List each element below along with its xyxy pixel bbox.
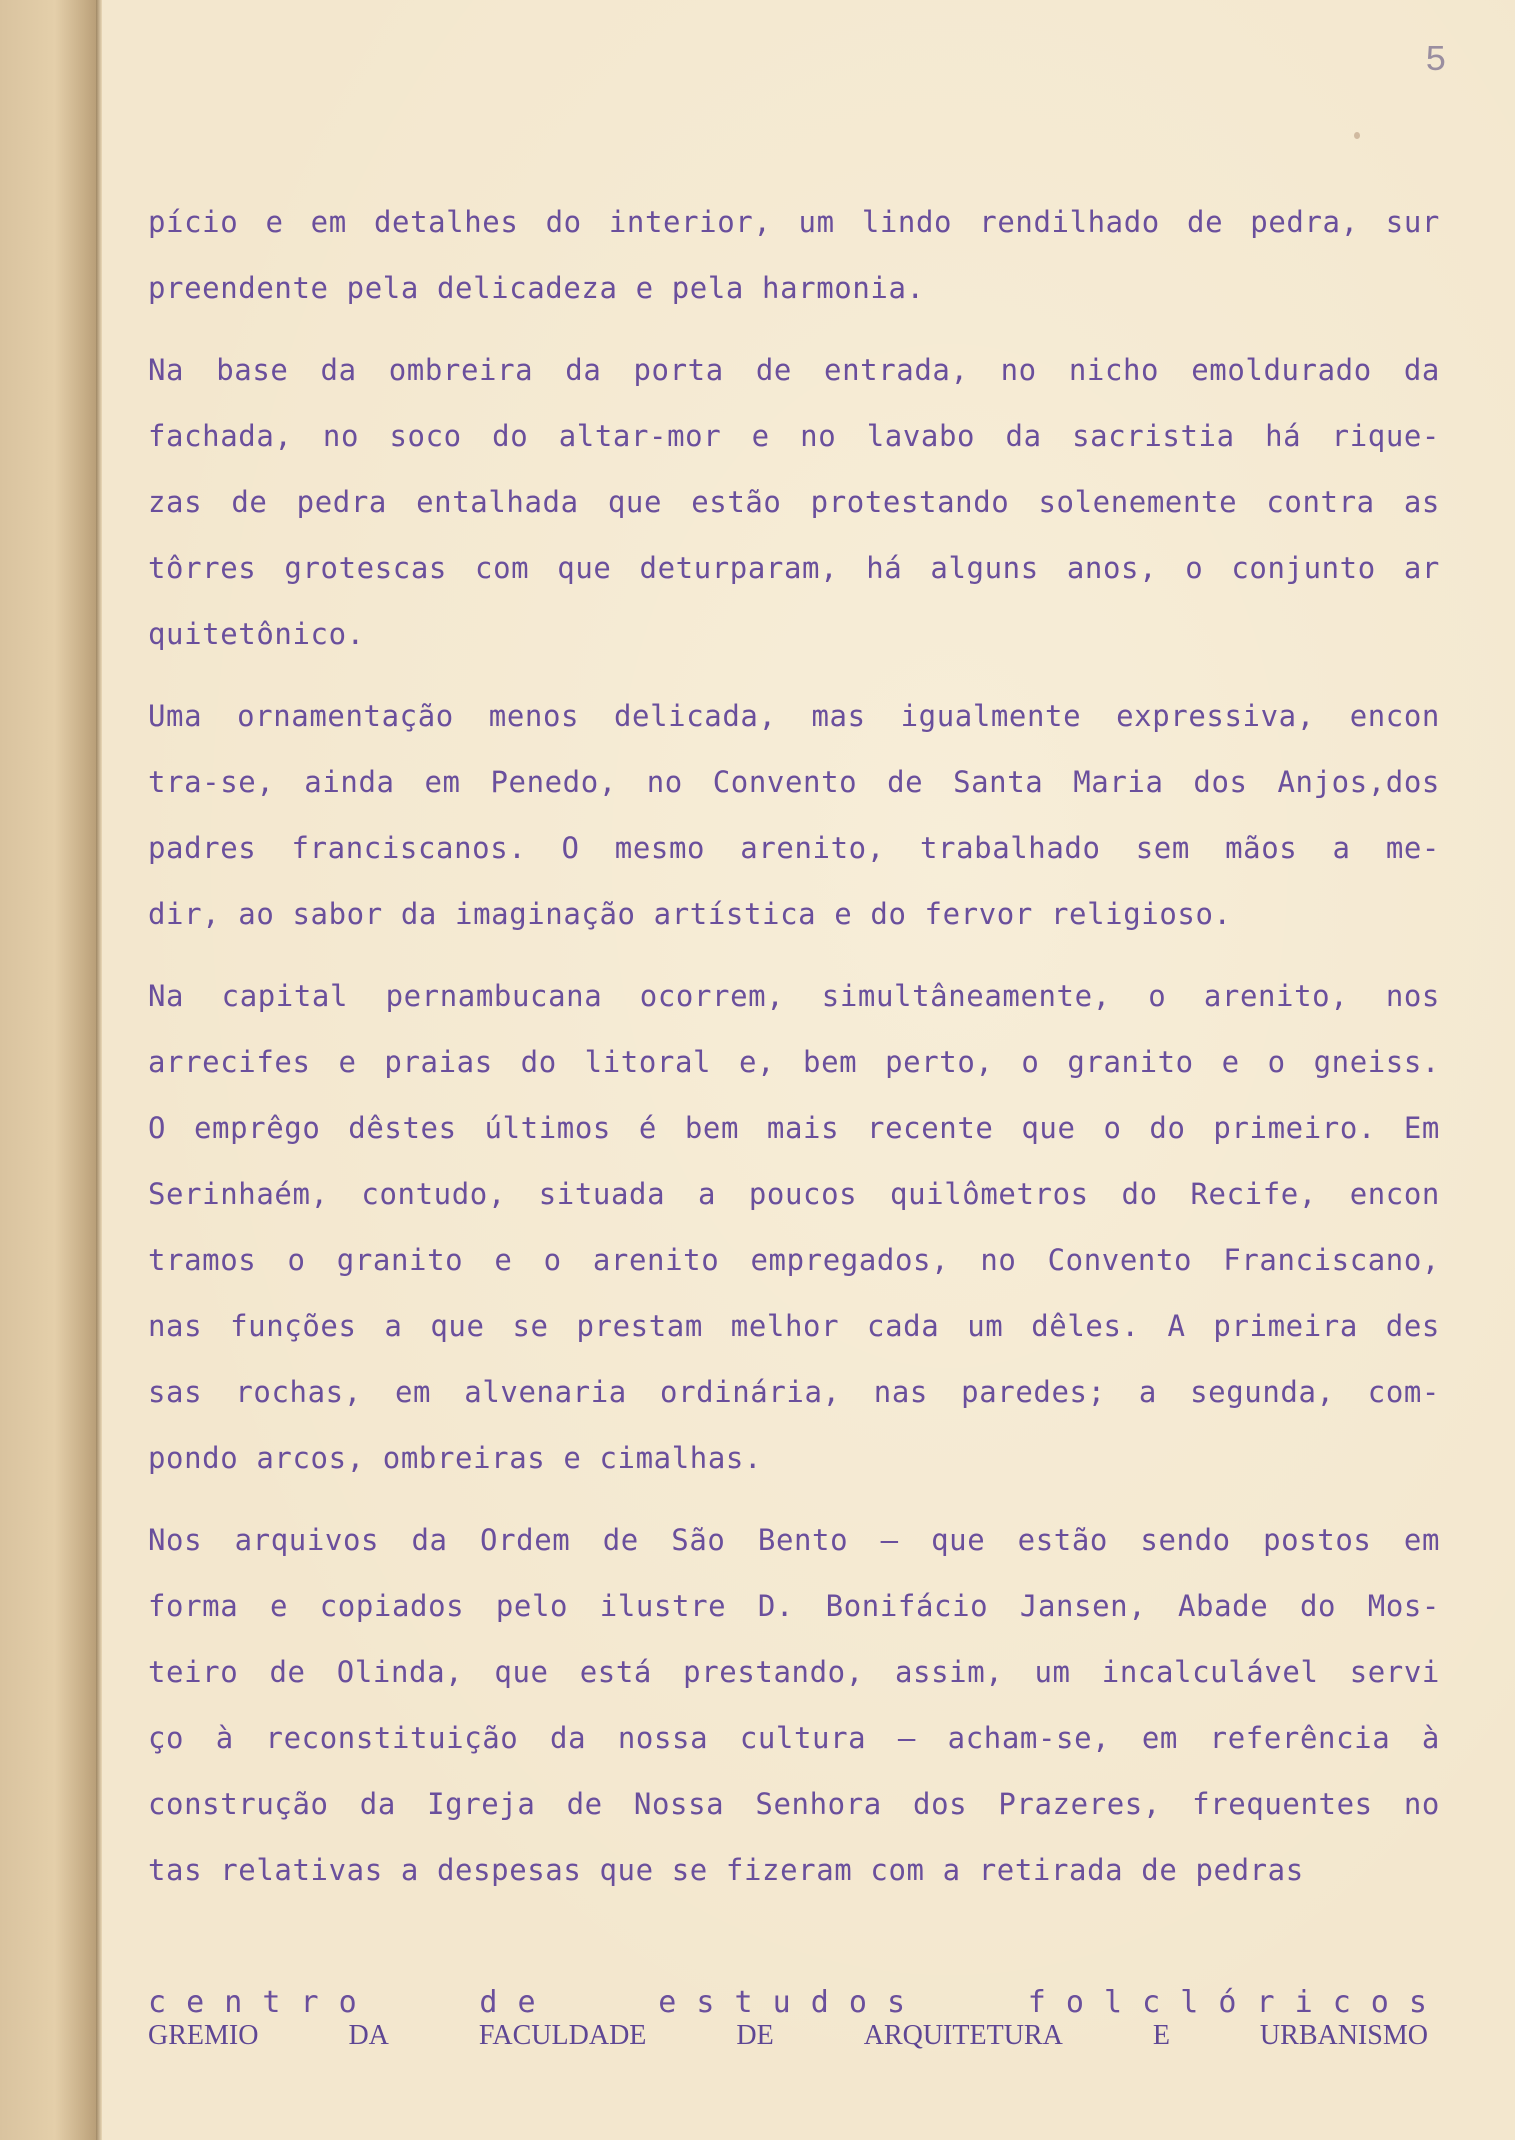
footer-word: e s t u d o s xyxy=(658,1985,907,2020)
text-line: sas rochas, em alvenaria ordinária, nas paredes; a segunda, com- xyxy=(148,1375,1440,1409)
footer-word: f o l c l ó r i c o s xyxy=(1027,1985,1428,2020)
text-line: fachada, no soco do altar-mor e no lavabo da sacristia há rique- xyxy=(148,419,1440,453)
footer-line-centro xyxy=(148,1985,1428,2020)
text-line: tra-se, ainda em Penedo, no Convento de Santa Maria dos Anjos,dos xyxy=(148,765,1440,799)
text-line: Uma ornamentação menos delicada, mas igualmente expressiva, encon xyxy=(148,699,1440,733)
footer-word: FACULDADE xyxy=(478,2020,647,2051)
text-line: arrecifes e praias do litoral e, bem perto, o granito e o gneiss. xyxy=(148,1045,1440,1079)
text-line: padres franciscanos. O mesmo arenito, trabalhado sem mãos a me- xyxy=(148,831,1440,865)
footer-word: E xyxy=(1152,2020,1170,2051)
text-line: Serinhaém, contudo, situada a poucos quilômetros do Recife, encon xyxy=(148,1177,1440,1211)
text-line: pondo arcos, ombreiras e cimalhas. xyxy=(148,1441,763,1475)
text-line: ço à reconstituição da nossa cultura — acham-se, em referência à xyxy=(148,1721,1440,1755)
text-line: construção da Igreja de Nossa Senhora dos Prazeres, frequentes no xyxy=(148,1787,1440,1821)
text-line: nas funções a que se prestam melhor cada um dêles. A primeira des xyxy=(148,1309,1440,1343)
footer-word: d e xyxy=(479,1985,537,2020)
text-line: O emprêgo dêstes últimos é bem mais recente que o do primeiro. Em xyxy=(148,1111,1440,1145)
text-line: dir, ao sabor da imaginação artística e do fervor religioso. xyxy=(148,897,1232,931)
ink-spot xyxy=(1354,132,1360,139)
body-text xyxy=(148,200,1440,1930)
paragraph xyxy=(148,974,1440,1502)
footer-word: ARQUITETURA xyxy=(863,2020,1063,2051)
footer-word: DE xyxy=(736,2020,774,2051)
text-line: pício e em detalhes do interior, um lindo rendilhado de pedra, sur xyxy=(148,205,1440,239)
footer-word: c e n t r o xyxy=(148,1985,358,2020)
binding-strip xyxy=(0,0,100,2140)
text-line: tas relativas a despesas que se fizeram com a retirada de pedras xyxy=(148,1853,1304,1887)
text-line: teiro de Olinda, que está prestando, assim, um incalculável servi xyxy=(148,1655,1440,1689)
text-line: Nos arquivos da Ordem de São Bento — que estão sendo postos em xyxy=(148,1523,1440,1557)
paragraph xyxy=(148,200,1440,332)
paragraph xyxy=(148,348,1440,678)
text-line: zas de pedra entalhada que estão protestando solenemente contra as xyxy=(148,485,1440,519)
footer-word: DA xyxy=(348,2020,389,2051)
text-line: forma e copiados pelo ilustre D. Bonifácio Jansen, Abade do Mos- xyxy=(148,1589,1440,1623)
text-line: Na base da ombreira da porta de entrada, no nicho emoldurado da xyxy=(148,353,1440,387)
footer-line-gremio xyxy=(148,2020,1428,2052)
page-number: 5 xyxy=(1425,40,1447,81)
text-line: tôrres grotescas com que deturparam, há alguns anos, o conjunto ar xyxy=(148,551,1440,585)
footer-word: GREMIO xyxy=(148,2020,259,2051)
text-line: tramos o granito e o arenito empregados, no Convento Franciscano, xyxy=(148,1243,1440,1277)
text-line: quitetônico. xyxy=(148,617,365,651)
text-line: preendente pela delicadeza e pela harmonia. xyxy=(148,271,925,305)
footer-word: URBANISMO xyxy=(1259,2020,1428,2051)
paragraph xyxy=(148,694,1440,958)
text-line: Na capital pernambucana ocorrem, simultâneamente, o arenito, nos xyxy=(148,979,1440,1013)
paragraph xyxy=(148,1518,1440,1914)
